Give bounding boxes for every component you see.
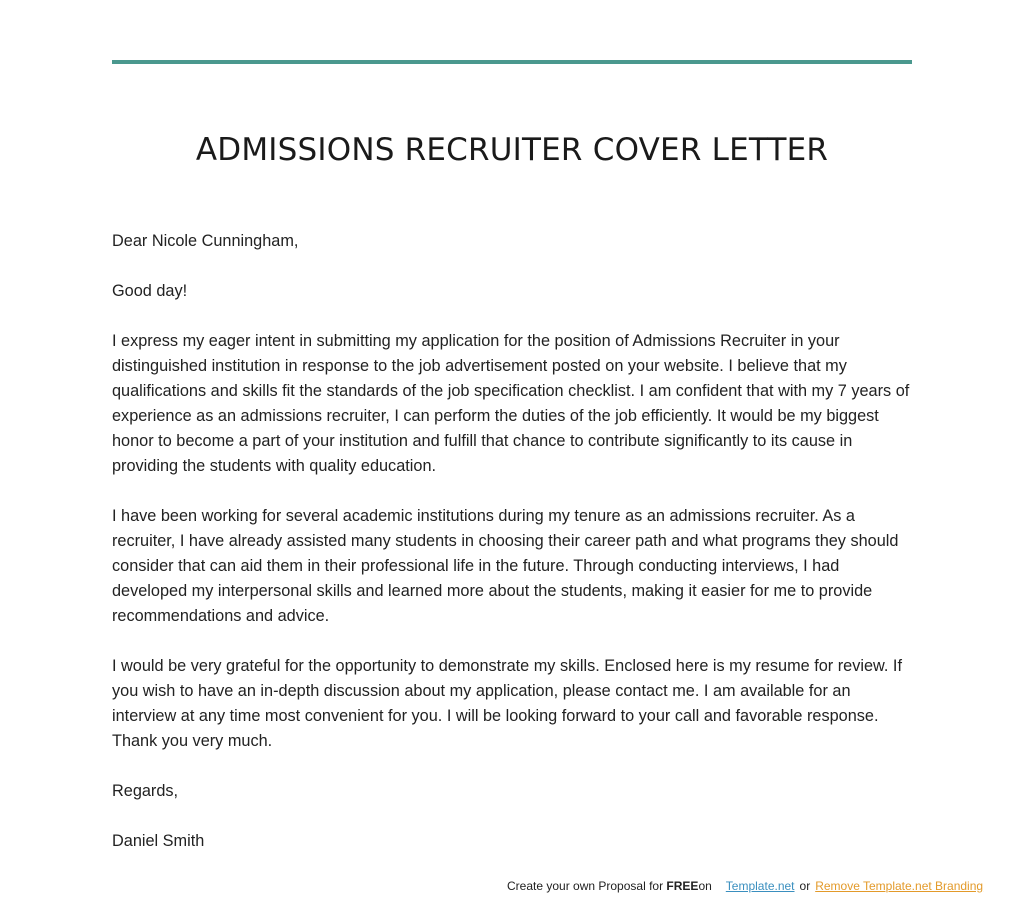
footer-or: or xyxy=(799,879,811,893)
salutation: Dear Nicole Cunningham, xyxy=(112,232,299,250)
branding-footer xyxy=(507,877,1007,895)
greeting: Good day! xyxy=(112,282,188,300)
footer-prefix: Create your own Proposal for xyxy=(507,879,667,893)
top-accent-rule xyxy=(112,60,912,64)
page-title: ADMISSIONS RECRUITER COVER LETTER xyxy=(195,132,829,168)
footer-on: on xyxy=(698,879,712,893)
remove-branding-link[interactable]: Remove Template.net Branding xyxy=(815,879,984,893)
footer-free: FREE xyxy=(666,879,699,893)
body-paragraph-1: I express my eager intent in submitting my application for the position of Admissions Recruiter in your distinguished institution in response to the job advertisement posted on your website. I believe that my qualifications and skills fit the standards of the job specification checklist. I am confident that with my 7 years of experience as an admissions recruiter, I can perform the duties of the job efficiently. It would be my biggest honor to become a part of your institution and fulfill that chance to contribute significantly to its cause in providing the students with quality education. xyxy=(112,332,910,475)
signature: Daniel Smith xyxy=(112,832,205,850)
letter-body xyxy=(112,229,912,879)
template-net-link[interactable]: Template.net xyxy=(725,879,795,893)
body-paragraph-2: I have been working for several academic institutions during my tenure as an admissions recruiter. As a recruiter, I have already assisted many students in choosing their career path and what programs they should consider that can aid them in their professional life in the future. Through conducting interviews, I had developed my interpersonal skills and learned more about the students, making it easier for me to provide recommendations and advice. xyxy=(112,507,899,625)
closing: Regards, xyxy=(112,782,179,800)
body-paragraph-3: I would be very grateful for the opportunity to demonstrate my skills. Enclosed here is my resume for review. If you wish to have an in-depth discussion about my application, please contact me. I am available for an interview at any time most convenient for you. I will be looking forward to your call and favorable response. Thank you very much. xyxy=(112,657,902,750)
